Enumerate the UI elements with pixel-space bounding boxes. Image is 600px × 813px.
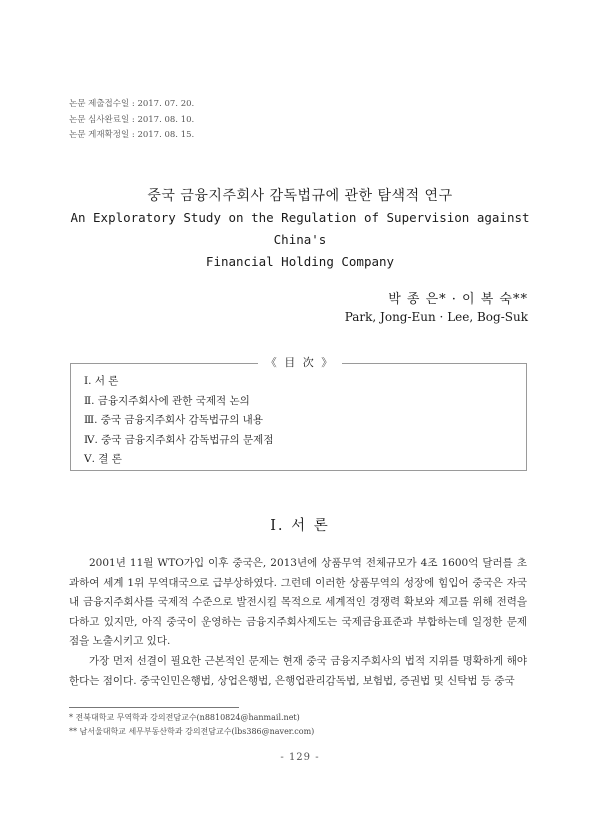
date-reviewed: 논문 심사완료일 : 2017. 08. 10.: [69, 114, 195, 125]
title-korean: 중국 금융지주회사 감독법규에 관한 탐색적 연구: [147, 188, 453, 204]
title-english-line1: An Exploratory Study on the Regulation of Supervision against China's: [70, 210, 530, 247]
toc-item: Ⅱ. 금융지주회사에 관한 국제적 논의: [84, 394, 250, 407]
body-paragraph: 2001년 11월 WTO가입 이후 중국은, 2013년에 상품무역 전체규모가 4조 1600억 달러를 초과하여 세계 1위 무역대국으로 급부상하였다. 그런데 이러한 상품무역의 성장에 힘입어 중국은 자국 내 금융지주회사를 국제적 수준으로 발전시킬 목적으로 세계적인 경쟁력 확보와 제고를 위해 전력을 다하고 있지만, 아직 중국이 운영하는 금융지주회사제도는 국제금융표준과 부합하는데 일정한 문제점을 노출시키고 있다.: [69, 557, 527, 648]
page-number: - 129 -: [280, 752, 320, 763]
footnotes: [69, 711, 314, 739]
toc-item: Ⅲ. 중국 금융지주회사 감독법규의 내용: [84, 414, 263, 426]
submission-dates: [69, 97, 194, 144]
toc-list: [84, 372, 273, 470]
toc-item: Ⅴ. 결 론: [84, 453, 122, 465]
toc-title: [0, 354, 600, 370]
title-english-line2: Financial Holding Company: [205, 254, 395, 269]
authors-korean: 박 종 은* · 이 복 숙**: [388, 292, 528, 307]
date-submitted: 논문 제출접수일 : 2017. 07. 20.: [69, 99, 195, 109]
toc-title-text: 《 目 次 》: [258, 356, 343, 369]
footnote-author-2: ** 남서울대학교 세무부동산학과 강의전담교수(lbs386@naver.com): [69, 727, 315, 736]
toc-item: Ⅰ. 서 론: [84, 375, 119, 387]
date-accepted: 논문 게재확정일 : 2017. 08. 15.: [69, 130, 195, 140]
body-paragraph: 가장 먼저 선결이 필요한 근본적인 문제는 현재 중국 금융지주회사의 법적 지위를 명확하게 해야 한다는 점이다. 중국인민은행법, 상업은행법, 은행업관리감독법, 보험법, 증권법 및 신탁법 등 중국: [69, 655, 527, 687]
title-english: [60, 207, 540, 273]
toc-item: Ⅳ. 중국 금융지주회사 감독법규의 문제점: [84, 433, 274, 446]
footnote-divider: [69, 707, 239, 708]
footnote-author-1: * 전북대학교 무역학과 강의전담교수(n8810824@hanmail.net): [69, 713, 300, 722]
section-heading: Ⅰ. 서 론: [270, 518, 330, 534]
authors-english: Park, Jong-Eun · Lee, Bog-Suk: [344, 310, 528, 324]
